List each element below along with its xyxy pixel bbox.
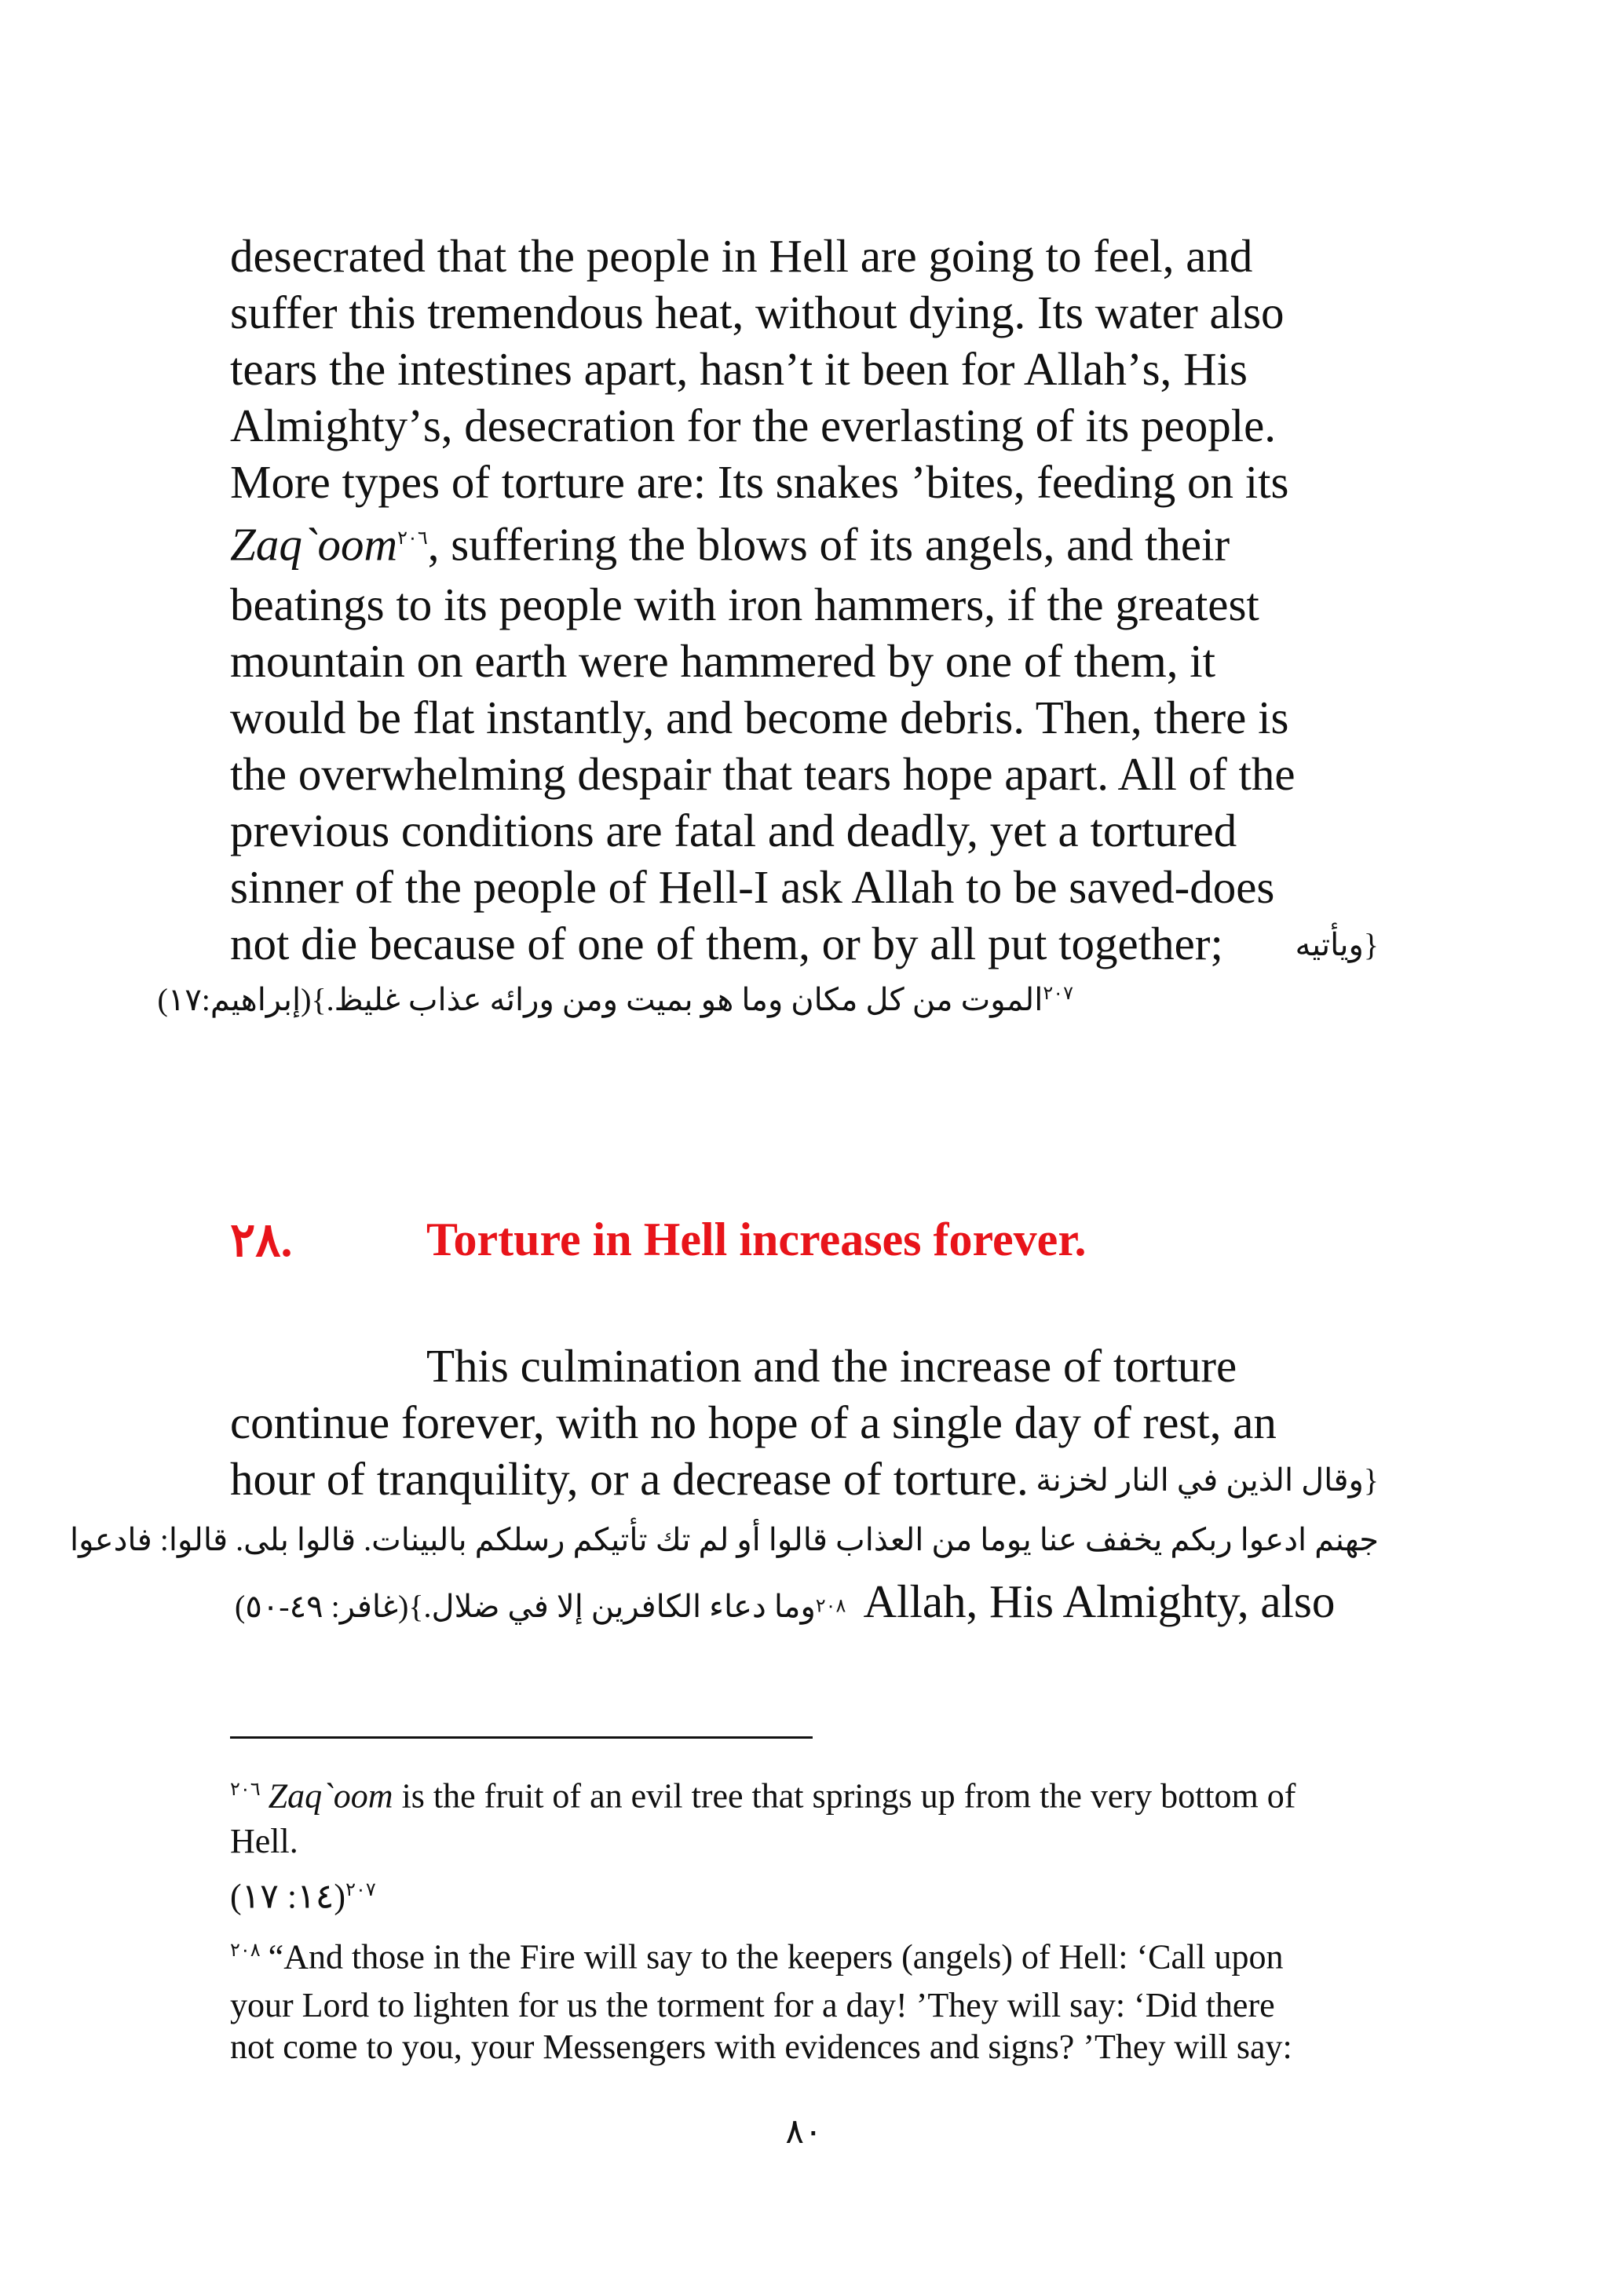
para2-line-1: This culmination and the increase of torture [426,1340,1237,1392]
para1-line-7: beatings to its people with iron hammers, if the greatest [230,579,1259,630]
para2-arabic-line-4: جهنم ادعوا ربكم يخفف عنا يوما من العذاب قالوا أو لم تك تأتيكم رسلكم بالبينات. قالوا بلى. قالوا: فادعوا [69,1522,1379,1557]
footnote-ref-207[interactable]: ٢٠٧ [1043,983,1073,1004]
section-number: ٢٨. [230,1214,293,1266]
footnote-206 [230,1766,1296,1820]
para1-arabic-start: {ويأتيه [1295,927,1379,962]
para1-line-10: the overwhelming despair that tears hope apart. All of the [230,748,1296,800]
page-number: ٨٠ [785,2112,823,2151]
section-title: Torture in Hell increases forever. [426,1214,1087,1265]
para1-line-8: mountain on earth were hammered by one of them, it [230,635,1215,687]
para2-line-5-text: Allah, His Almighty, also [863,1575,1336,1627]
para1-line-1: desecrated that the people in Hell are going to feel, and [230,230,1253,282]
footnote-207 [230,1867,384,1921]
para1-line-11: previous conditions are fatal and deadly, yet a tortured [230,805,1237,856]
footnote-208-number: ٢٠٨ [230,1940,261,1961]
footnote-separator [230,1736,813,1739]
para2-arabic-verse-end: وما دعاء الكافرين إلا في ضلال.}(غافر: ٤٩-٥٠) [235,1589,816,1624]
footnote-208 [230,1927,1283,1981]
para1-line-13: not die because of one of them, or by all put together; [230,918,1223,969]
footnote-ref-208[interactable]: ٢٠٨ [815,1596,846,1617]
footnote-206-number: ٢٠٦ [230,1779,261,1800]
footnote-208-line-3: not come to you, your Messengers with evidences and signs? ’They will say: [230,2028,1292,2066]
para1-arabic-line [158,981,1079,1018]
para1-line-5: More types of torture are: Its snakes ’bites, feeding on its [230,456,1289,508]
footnote-206-text: is the fruit of an evil tree that springs up from the very bottom of [393,1776,1296,1816]
para1-line-6 [230,510,1230,573]
para2-arabic-start: {وقال الذين في النار لخزنة [1036,1462,1379,1498]
para1-line-2: suffer this tremendous heat, without dying. Its water also [230,287,1285,338]
para1-line-6-rest: , suffering the blows of its angels, and their [427,518,1230,571]
para2-line-2: continue forever, with no hope of a single day of rest, an [230,1396,1277,1448]
para2-line-3: hour of tranquility, or a decrease of torture. [230,1453,1029,1505]
footnote-206-cont: Hell. [230,1822,298,1860]
footnote-207-number: ٢٠٧ [345,1880,376,1900]
para1-line-4: Almightyʼs, desecration for the everlasting of its people. [230,400,1277,451]
para2-line-5 [230,1573,1392,1630]
footnote-207-text: (١٤: ١٧) [230,1877,346,1916]
para1-line-9: would be flat instantly, and become debris. Then, there is [230,692,1289,743]
footnote-208-line-1: “And those in the Fire will say to the keepers (angels) of Hell: ‘Call upon [268,1937,1284,1977]
footnote-ref-206[interactable]: ٢٠٦ [397,528,428,549]
para1-line-12: sinner of the people of Hell-I ask Allah to be saved-does [230,861,1275,913]
zaqqoom-term: Zaq`oom [230,518,398,571]
footnote-206-term: Zaq`oom [268,1776,393,1816]
footnote-208-line-2: your Lord to lighten for us the torment for a day! ’They will say: ‘Did there [230,1986,1275,2024]
para1-arabic-verse: الموت من كل مكان وما هو بميت ومن ورائه عذاب غليظ.}(إبراهيم:١٧) [157,982,1043,1017]
para1-line-3: tears the intestines apart, hasnʼt it been for Allahʼs, His [230,343,1248,395]
